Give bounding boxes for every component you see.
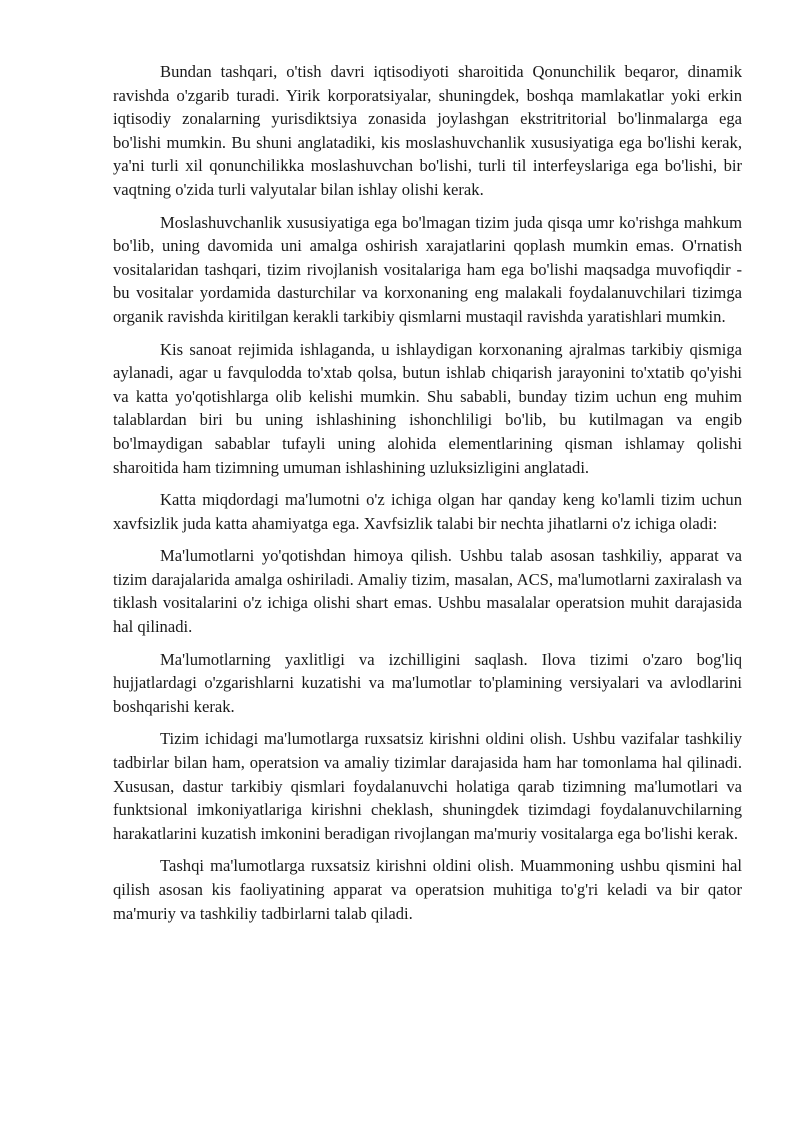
paragraph-flexibility-lifespan: Moslashuvchanlik xususiyatiga ega bo'lmagan tizim juda qisqa umr ko'rishga mahkum bo'lib, uning davomida uni amalga oshirish xarajatlarini qoplash mumkin emas. O'rnatish vositalaridan tashqari, tizim rivojlanish vositalariga ham ega bo'lishi maqsadga muvofiqdir - bu vositalar yordamida dasturchilar va korxonaning eng malakali foydalanuvchilari tizimga organik ravishda kiritilgan kerakli tarkibiy qismlarni mustaqil ravishda yaratishlari mumkin. <box>113 212 742 326</box>
paragraph-external-access-control: Tashqi ma'lumotlarga ruxsatsiz kirishni oldini olish. Muammoning ushbu qismini hal qilish asosan kis faoliyatining apparat va operatsion muhitiga to'g'ri keladi va bir qator ma'muriy va tashkiliy tadbirlarni talab qiladi. <box>113 856 742 923</box>
paragraph-data-loss-protection: Ma'lumotlarni yo'qotishdan himoya qilish. Ushbu talab asosan tashkiliy, apparat va tizim darajalarida amalga oshiriladi. Amaliy tizim, masalan, ACS, ma'lumotlarni zaxiralash va tiklash vositalarini o'z ichiga olishi shart emas. Ushbu masalalar operatsion muhit darajasida hal qilinadi. <box>113 546 742 637</box>
document-page <box>113 60 742 934</box>
paragraph-security-intro: Katta miqdordagi ma'lumotni o'z ichiga olgan har qanday keng ko'lamli tizim uchun xavfsizlik juda katta ahamiyatga ega. Xavfsizlik talabi bir nechta jihatlarni o'z ichiga oladi: <box>113 490 742 533</box>
paragraph-flexibility-legislation: Bundan tashqari, o'tish davri iqtisodiyoti sharoitida Qonunchilik beqaror, dinamik ravishda o'zgarib turadi. Yirik korporatsiyalar, shuningdek, boshqa mamlakatlar yoki erkin iqtisodiy zonalarning yurisdiktsiya zonasida joylashgan ekstritritorial bo'linmalarga ega bo'lishi mumkin. Bu shuni anglatadiki, kis moslashuvchanlik xususiyatiga ega bo'lishi kerak, ya'ni turli xil qonunchilikka moslashuvchan bo'lishi, turli til interfeyslariga ega bo'lishi, bir vaqtning o'zida turli valyutalar bilan ishlay olishi kerak. <box>113 62 742 199</box>
paragraph-reliability: Kis sanoat rejimida ishlaganda, u ishlaydigan korxonaning ajralmas tarkibiy qismiga aylanadi, agar u favqulodda to'xtab qolsa, butun ishlab chiqarish jarayonini to'xtatib qo'yishi va katta yo'qotishlarga olib kelishi mumkin. Shu sababli, bunday tizim uchun eng muhim talablardan biri bu uning ishlashining ishonchliligi bo'lib, bu kutilmagan va engib bo'lmaydigan sabablar tufayli uning alohida elementlarining qisman ishlamay qolishi sharoitida ham tizimning umuman ishlashining uzluksizligini anglatadi. <box>113 339 742 477</box>
paragraph-internal-access-control: Tizim ichidagi ma'lumotlarga ruxsatsiz kirishni oldini olish. Ushbu vazifalar tashkiliy tadbirlar bilan ham, operatsion va amaliy tizimlar darajasida ham har tomonlama hal qilinadi. Xususan, dastur tarkibiy qismlari foydalanuvchi holatiga qarab tizimning ma'lumotlari va funktsional imkoniyatlariga kirishni cheklash, shuningdek tizimdagi foydalanuvchilarning harakatlarini kuzatish imkonini beradigan rivojlangan ma'muriy vositalarga ega bo'lishi kerak. <box>113 729 742 843</box>
paragraph-data-integrity: Ma'lumotlarning yaxlitligi va izchilligini saqlash. Ilova tizimi o'zaro bog'liq hujjatlardagi o'zgarishlarni kuzatishi va ma'lumotlar to'plamining versiyalari va avlodlarini boshqarishi kerak. <box>113 649 742 716</box>
